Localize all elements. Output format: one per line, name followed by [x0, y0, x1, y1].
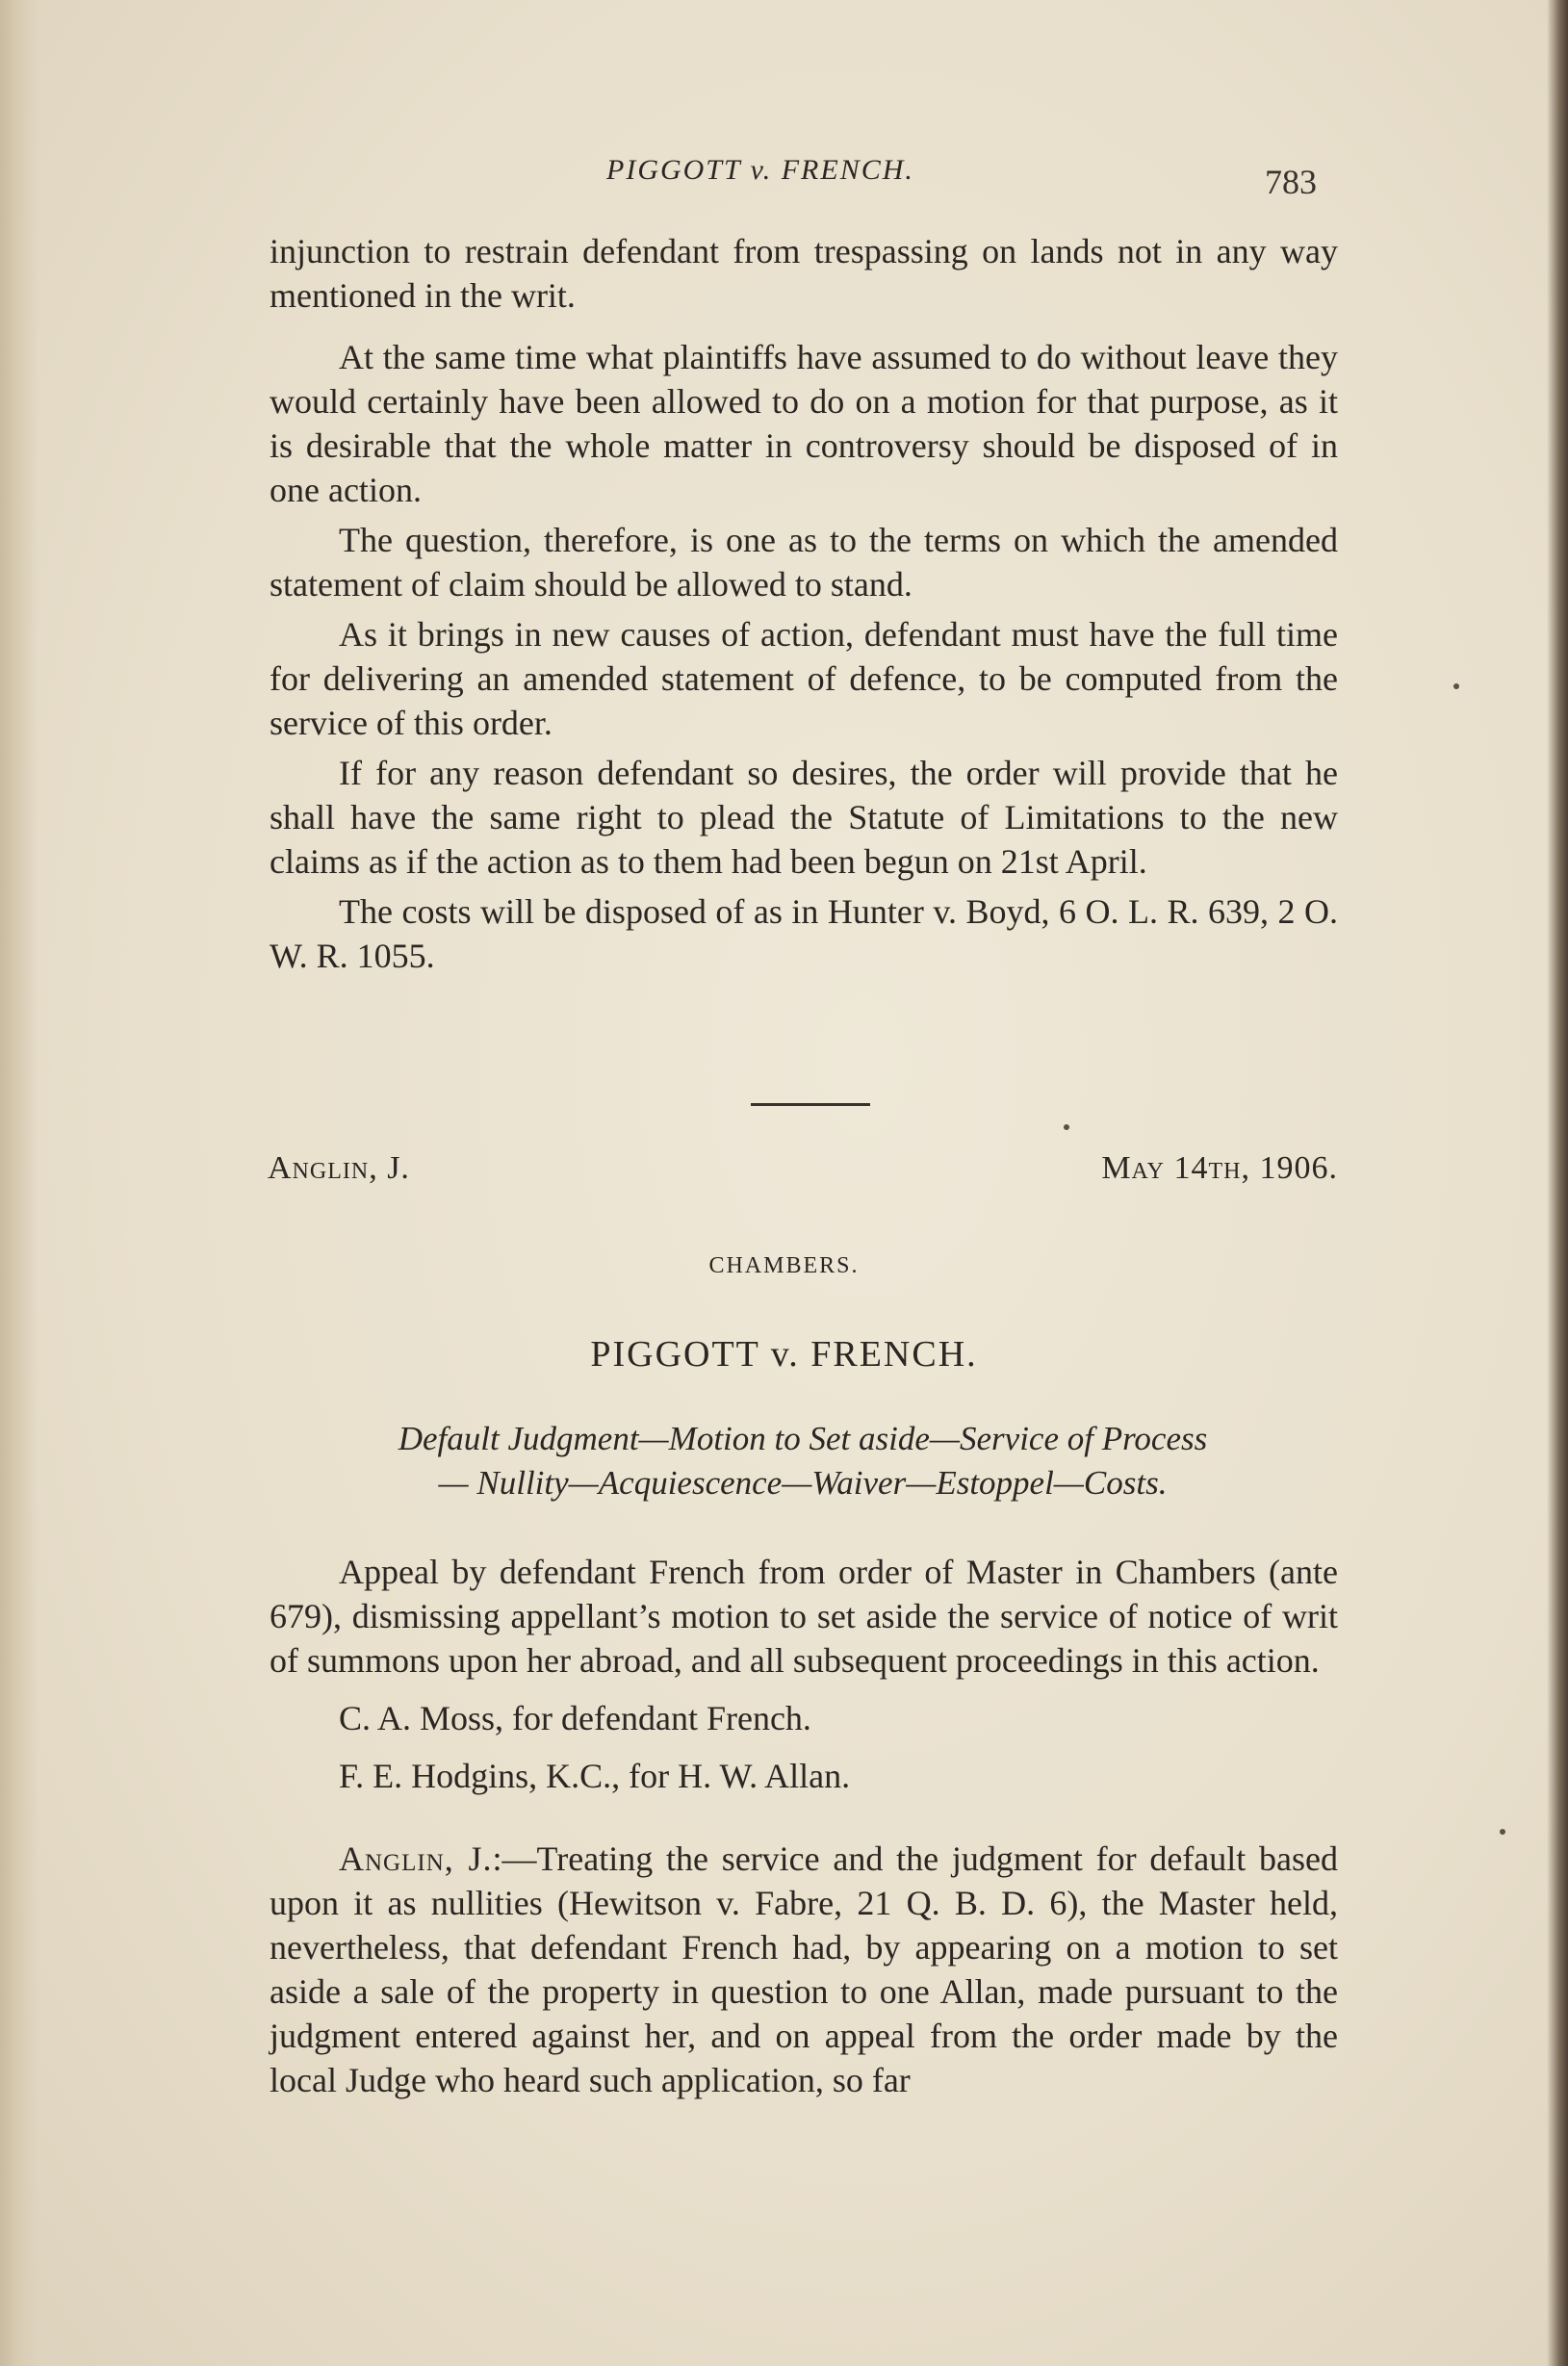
page-edge-shadow [1547, 0, 1568, 2366]
judge-date-line [268, 1150, 1338, 1187]
judgment-judge: Anglin, J. [339, 1839, 493, 1878]
paragraph-injunction: injunction to restrain defendant from trespassing on lands not in any way mentioned in the writ. [270, 232, 1338, 315]
paper-speck [1064, 1124, 1069, 1130]
paper-speck [1500, 1829, 1505, 1835]
counsel-defendant: C. A. Moss, for defendant French. [339, 1699, 811, 1737]
decision-date: May 14th, 1906. [1101, 1150, 1338, 1186]
headnote [268, 1417, 1338, 1505]
counsel-allan: F. E. Hodgins, K.C., for H. W. Allan. [339, 1757, 851, 1795]
case-body [270, 1550, 1338, 2102]
case-title: PIGGOTT v. FRENCH. [590, 1334, 978, 1375]
judgment-paragraph [270, 1837, 1338, 2102]
paragraph-leave: At the same time what plaintiffs have assumed to do without leave they would certainly have been allowed to do on a motion for that purpose, as it is desirable that the whole matter in controversy should be disposed of in one action. [270, 338, 1338, 509]
paragraph-costs: The costs will be disposed of as in Hunter v. Boyd, 6 O. L. R. 639, 2 O. W. R. 1055. [270, 892, 1338, 975]
paragraph-limitations: If for any reason defendant so desires, the order will provide that he shall have the same right to plead the Statute of Limitations to the new claims as if the action as to them had been begun on 21st April. [270, 754, 1338, 881]
paper-speck [1453, 683, 1459, 689]
page-gutter-shadow [0, 0, 39, 2366]
court-heading: CHAMBERS. [708, 1253, 860, 1278]
headnote-line-1: Default Judgment—Motion to Set aside—Service of Process [398, 1420, 1208, 1457]
continued-opinion [270, 229, 1338, 978]
appeal-statement: Appeal by defendant French from order of Master in Chambers (ante 679), dismissing appellant’s motion to set aside the service of notice of writ of summons upon her abroad, and all subsequent proceedings in this action. [270, 1553, 1338, 1680]
judge-name: Anglin, J. [268, 1150, 410, 1186]
running-head: PIGGOTT v. FRENCH. [606, 154, 914, 186]
judgment-text: :—Treating the service and the judgment for default based upon it as nullities (Hewitson v. Fabre, 21 Q. B. D. 6), the Master held, nevertheless, that defendant French had, by appearing on a motion to set aside a sale of the property in question to one Allan, made pursuant to the judgment entered against her, and on appeal from the order made by the local Judge who heard such application, so far [270, 1839, 1338, 2099]
paragraph-question: The question, therefore, is one as to the terms on which the amended statement of claim should be allowed to stand. [270, 521, 1338, 604]
page-number: 783 [1265, 163, 1317, 201]
paragraph-new-causes: As it brings in new causes of action, defendant must have the full time for delivering an amended statement of defence, to be computed from the service of this order. [270, 615, 1338, 742]
section-divider [751, 1103, 870, 1106]
headnote-line-2: — Nullity—Acquiescence—Waiver—Estoppel—Costs. [438, 1464, 1168, 1502]
